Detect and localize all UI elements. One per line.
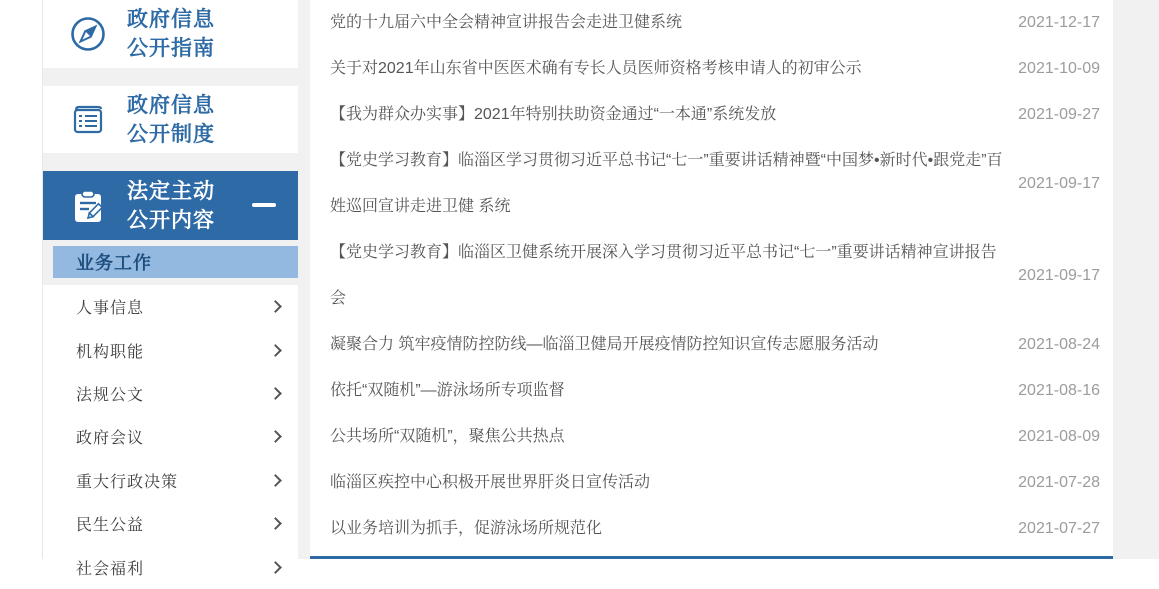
sidebar [42,0,310,578]
chevron-right-icon [269,561,282,574]
news-date: 2021-12-17 [1018,14,1100,31]
news-row[interactable] [330,414,1100,460]
news-title[interactable]: 党的十九届六中全会精神宣讲报告会走进卫健系统 [330,14,683,31]
news-title[interactable]: 公共场所“双随机”，聚焦公共热点 [330,428,565,445]
news-row[interactable] [330,230,1100,322]
right-gutter [1113,0,1159,559]
collapse-minus-icon[interactable] [252,203,276,207]
news-date: 2021-09-17 [1018,175,1100,192]
news-date: 2021-09-17 [1018,267,1100,284]
chevron-right-icon [269,517,282,530]
news-date: 2021-07-28 [1018,474,1100,491]
news-title[interactable]: 【党史学习教育】临淄区学习贯彻习近平总书记“七一”重要讲话精神暨“中国梦•新时代•跟党走”百姓巡回宣讲走进卫健 系统 [330,152,1003,215]
news-title[interactable]: 临淄区疾控中心积极开展世界肝炎日宣传活动 [330,474,651,491]
sidebar-submenu [43,285,298,578]
news-date: 2021-07-27 [1018,520,1100,537]
sidebar-item-personnel-info[interactable]: 人事信息 [43,285,298,328]
news-date: 2021-09-27 [1018,106,1100,123]
news-list [310,0,1113,552]
news-row[interactable] [330,322,1100,368]
chevron-right-icon [269,387,282,400]
news-title[interactable]: 关于对2021年山东省中医医术确有专长人员医师资格考核申请人的初审公示 [330,60,862,77]
news-date: 2021-08-16 [1018,382,1100,399]
news-date: 2021-10-09 [1018,60,1100,77]
news-date: 2021-08-09 [1018,428,1100,445]
sidebar-item-disclosure-guide[interactable] [43,0,298,68]
chevron-right-icon [269,430,282,443]
sidebar-item-org-functions[interactable]: 机构职能 [43,328,298,371]
sidebar-item-label: 政府信息 公开制度 [127,93,215,146]
sidebar-item-label: 法定主动 公开内容 [127,179,215,232]
chevron-right-icon [269,344,282,357]
compass-icon [67,13,109,55]
sidebar-item-statutory-disclosure[interactable] [43,171,298,240]
news-row[interactable] [330,46,1100,92]
sidebar-item-label: 政府信息 公开指南 [127,8,215,60]
news-title[interactable]: 依托“双随机”—游泳场所专项监督 [330,382,565,399]
news-row[interactable] [330,138,1100,230]
sidebar-item-social-welfare[interactable]: 社会福利 [43,545,298,588]
news-title[interactable]: 【党史学习教育】临淄区卫健系统开展深入学习贯彻习近平总书记“七一”重要讲话精神宣讲报告会 [330,244,997,307]
news-row[interactable] [330,460,1100,506]
chevron-right-icon [269,300,282,313]
sidebar-item-disclosure-system[interactable] [43,86,298,153]
clipboard-pencil-icon [67,185,109,227]
news-row[interactable] [330,506,1100,552]
sidebar-item-regulations[interactable]: 法规公文 [43,372,298,415]
active-section-label: 业务工作 [76,253,152,273]
sidebar-section-business-work[interactable] [53,246,298,278]
sidebar-item-livelihood-welfare[interactable]: 民生公益 [43,502,298,545]
news-title[interactable]: 【我为群众办实事】2021年特别扶助资金通过“一本通”系统发放 [330,106,777,123]
news-title[interactable]: 凝聚合力 筑牢疫情防控防线—临淄卫健局开展疫情防控知识宣传志愿服务活动 [330,336,879,353]
chevron-right-icon [269,474,282,487]
document-list-icon [67,99,109,141]
news-title[interactable]: 以业务培训为抓手，促游泳场所规范化 [330,520,603,537]
news-row[interactable] [330,368,1100,414]
news-panel [310,0,1113,559]
sidebar-item-gov-meetings[interactable]: 政府会议 [43,415,298,458]
news-row[interactable] [330,0,1100,46]
footer-top-border [310,556,1113,559]
news-date: 2021-08-24 [1018,336,1100,353]
sidebar-item-major-decisions[interactable]: 重大行政决策 [43,459,298,502]
news-row[interactable] [330,92,1100,138]
